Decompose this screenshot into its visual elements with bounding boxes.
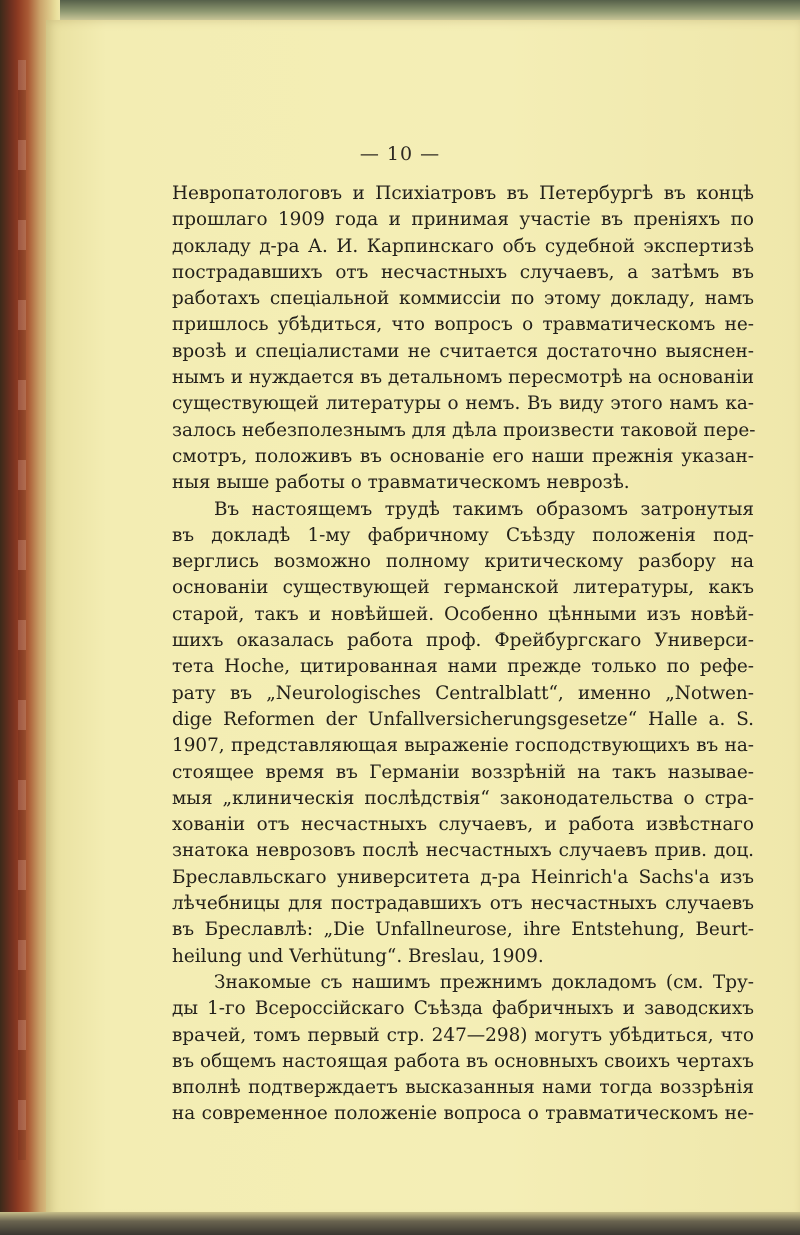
text-line: шихъ оказалась работа проф. Фрейбургскаго Универси- bbox=[172, 630, 754, 652]
text-line: ныя выше работы о травматическомъ неврозѣ. bbox=[172, 472, 630, 494]
text-line: нымъ и нуждается въ детальномъ пересмотрѣ на основаніи bbox=[172, 367, 754, 389]
text-line: основаніи существующей германской литературы, какъ bbox=[172, 577, 754, 599]
text-line: рату въ „Neurologisches Centralblatt“, именно „Notwen- bbox=[172, 682, 754, 704]
text-line: вполнѣ подтверждаетъ высказанныя нами тогда воззрѣнія bbox=[172, 1077, 754, 1099]
text-line: знатока неврозовъ послѣ несчастныхъ случаевъ прив. доц. bbox=[172, 840, 754, 862]
text-line: лѣчебницы для пострадавшихъ отъ несчастныхъ случаевъ bbox=[172, 893, 754, 915]
text-line: стоящее время въ Германіи воззрѣній на такъ называе- bbox=[172, 761, 754, 783]
text-line: Невропатологовъ и Психіатровъ въ Петербургѣ въ концѣ bbox=[172, 183, 754, 204]
text-line: залось небезполезнымъ для дѣла произвести таковой пере- bbox=[172, 419, 756, 441]
text-line: 1907, представляющая выраженіе господствующихъ въ на- bbox=[172, 735, 754, 757]
text-line: Въ настоящемъ трудѣ такимъ образомъ затронутыя bbox=[214, 498, 754, 520]
text-line: работахъ спеціальной коммиссіи по этому докладу, намъ bbox=[172, 288, 754, 310]
text-line: прошлаго 1909 года и принимая участіе въ преніяхъ по bbox=[172, 209, 754, 231]
text-line: heilung und Verhütung“. Breslau, 1909. bbox=[172, 945, 544, 967]
text-line: пришлось убѣдиться, что вопросъ о травматическомъ не- bbox=[172, 314, 754, 336]
text-line: мыя „клиническія послѣдствія“ законодательства о стра- bbox=[172, 787, 754, 809]
text-line: докладу д-ра А. И. Карпинскаго объ судебной экспертизѣ bbox=[172, 235, 754, 257]
text-line: существующей литературы о немъ. Въ виду этого намъ ка- bbox=[172, 393, 754, 415]
text-line: врачей, томъ первый стр. 247—298) могутъ убѣдиться, что bbox=[172, 1024, 754, 1046]
text-line: тета Hoche, цитированная нами прежде только по рефе- bbox=[172, 656, 754, 678]
body-text bbox=[172, 181, 754, 1128]
page-top-edge bbox=[40, 0, 800, 22]
text-line: въ общемъ настоящая работа въ основныхъ своихъ чертахъ bbox=[172, 1050, 754, 1072]
text-line: Бреславльскаго университета д-ра Heinrich'а Sachs'а изъ bbox=[172, 866, 754, 888]
text-line: смотръ, положивъ въ основаніе его наши прежнія указан- bbox=[172, 445, 754, 467]
text-line: Знакомые съ нашимъ прежнимъ докладомъ (см. Тру- bbox=[214, 971, 754, 993]
text-line: верглись возможно полному критическому разбору на bbox=[172, 551, 754, 573]
text-line: въ Бреславлѣ: „Die Unfallneurose, ihre Entstehung, Beurt- bbox=[172, 919, 754, 941]
page-bottom-edge bbox=[0, 1212, 800, 1235]
text-line: пострадавшихъ отъ несчастныхъ случаевъ, а затѣмъ въ bbox=[172, 261, 754, 283]
text-line: dige Reformen der Unfallversicherungsgesetze“ Halle a. S. bbox=[172, 708, 754, 730]
text-line: врозѣ и спеціалистами не считается достаточно выяснен- bbox=[172, 340, 754, 362]
text-line: хованіи отъ несчастныхъ случаевъ, и работа извѣстнаго bbox=[172, 814, 754, 836]
page-number: — 10 — bbox=[359, 143, 441, 165]
text-line: ды 1-го Всероссійскаго Съѣзда фабричныхъ и заводскихъ bbox=[172, 998, 754, 1020]
text-line: старой, такъ и новѣйшей. Особенно цѣнными изъ новѣй- bbox=[172, 603, 754, 625]
text-line: на современное положеніе вопроса о травматическомъ не- bbox=[172, 1103, 754, 1125]
text-line: въ докладѣ 1-му фабричному Съѣзду положенія под- bbox=[172, 524, 754, 546]
